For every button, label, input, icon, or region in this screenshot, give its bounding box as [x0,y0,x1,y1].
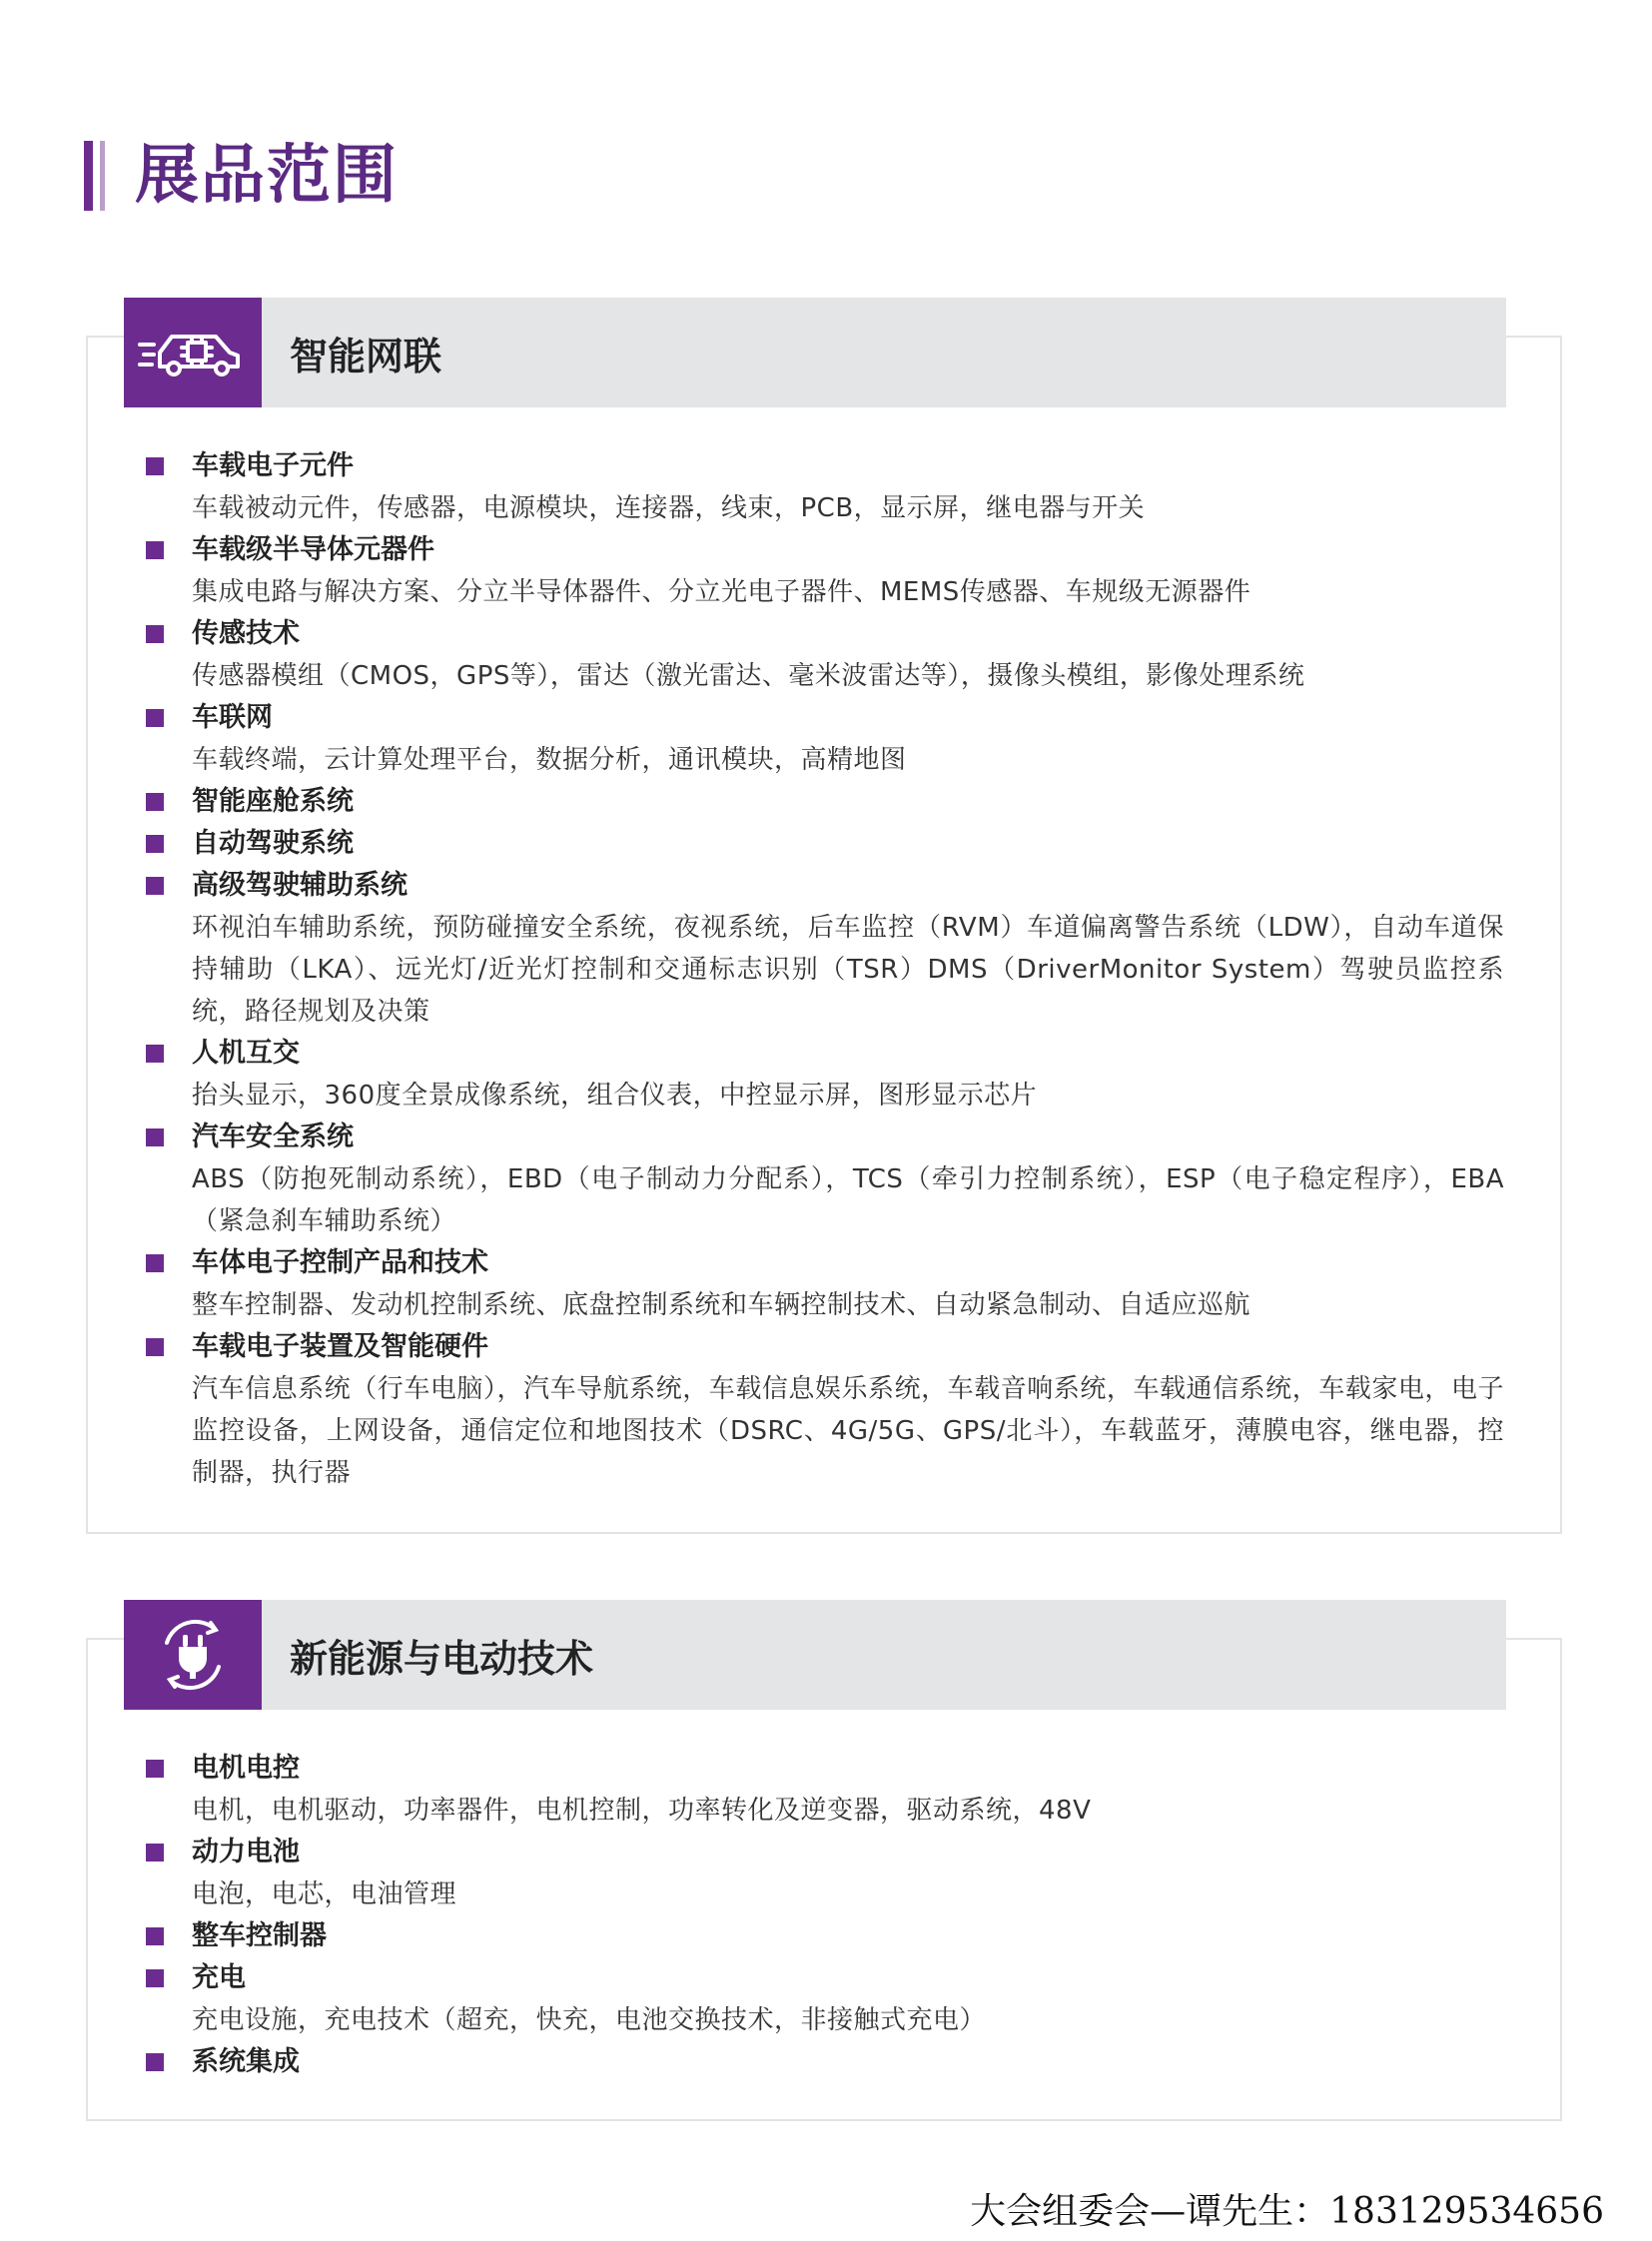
square-bullet-icon [146,2053,164,2071]
section-header-new-energy [124,1600,1506,1710]
section-icon-box [124,298,262,407]
list-item-title: 车载电子元件 [146,445,1504,487]
square-bullet-icon [146,835,164,853]
list-item-desc: 充电设施，充电技术（超充，快充，电池交换技术，非接触式充电） [192,2005,987,2035]
list-item-title: 整车控制器 [146,1915,1504,1957]
list-item-desc: ABS（防抱死制动系统），EBD（电子制动力分配系），TCS（牵引力控制系统），ESP（电子稳定程序），EBA（紧急刹车辅助系统） [192,1164,1504,1236]
charging-plug-icon [153,1615,233,1695]
page-title: 展品范围 [135,139,399,213]
list-item-title: 充电 [146,1957,1504,1999]
list-item-title: 车体电子控制产品和技术 [146,1242,1504,1284]
list-item-title: 汽车安全系统 [146,1117,1504,1158]
section-title: 新能源与电动技术 [290,1636,594,1681]
square-bullet-icon [146,1969,164,1987]
square-bullet-icon [146,1338,164,1356]
list-item-title: 自动驾驶系统 [146,823,1504,865]
list-item-desc: 车载被动元件，传感器，电源模块，连接器，线束，PCB，显示屏，继电器与开关 [192,493,1146,523]
square-bullet-icon [146,625,164,643]
square-bullet-icon [146,1045,164,1063]
section-title: 智能网联 [290,334,442,378]
list-item-desc: 整车控制器、发动机控制系统、底盘控制系统和车辆控制技术、自动紧急制动、自适应巡航 [192,1290,1251,1320]
list-item-desc: 传感器模组（CMOS，GPS等），雷达（激光雷达、毫米波雷达等），摄像头模组，影像处理系统 [192,661,1305,691]
list-item-title: 动力电池 [146,1832,1504,1873]
list-item-desc: 环视泊车辅助系统，预防碰撞安全系统，夜视系统，后车监控（RVM）车道偏离警告系统（LDW），自动车道保持辅助（LKA）、远光灯/近光灯控制和交通标志识别（TSR）DMS（DriverMonitor System）驾驶员监控系统，路径规划及决策 [192,913,1504,1027]
square-bullet-icon [146,541,164,559]
square-bullet-icon [146,1254,164,1272]
square-bullet-icon [146,1760,164,1778]
list-item-title: 系统集成 [146,2041,1504,2083]
list-item-title: 车载级半导体元器件 [146,529,1504,571]
square-bullet-icon [146,1844,164,1862]
square-bullet-icon [146,1128,164,1146]
list-item-desc: 电机，电机驱动，功率器件，电机控制，功率转化及逆变器，驱动系统，48V [192,1796,1092,1826]
page-heading [84,140,399,212]
list-item-desc: 电泡，电芯，电油管理 [192,1879,457,1909]
square-bullet-icon [146,877,164,895]
list-item-desc: 汽车信息系统（行车电脑），汽车导航系统，车载信息娱乐系统，车载音响系统，车载通信系统，车载家电，电子监控设备，上网设备，通信定位和地图技术（DSRC、4G/5G、GPS/北斗），车载蓝牙，薄膜电容，继电器，控制器，执行器 [192,1374,1504,1488]
smart-car-chip-icon [138,323,248,382]
section-icon-box [124,1600,262,1710]
list-item-title: 电机电控 [146,1748,1504,1790]
heading-accent-bars [84,141,105,211]
list-item-desc: 抬头显示，360度全景成像系统，组合仪表，中控显示屏，图形显示芯片 [192,1081,1038,1111]
list-item-title: 车载电子装置及智能硬件 [146,1326,1504,1368]
square-bullet-icon [146,1927,164,1945]
section-items-new-energy [146,1748,1504,2083]
square-bullet-icon [146,457,164,475]
section-items-smart-connected [146,445,1504,1494]
list-item-title: 人机互交 [146,1033,1504,1075]
list-item-title: 高级驾驶辅助系统 [146,865,1504,907]
section-header-smart-connected [124,298,1506,407]
list-item-desc: 集成电路与解决方案、分立半导体器件、分立光电子器件、MEMS传感器、车规级无源器件 [192,577,1251,607]
list-item-title: 智能座舱系统 [146,781,1504,823]
list-item-title: 车联网 [146,697,1504,739]
square-bullet-icon [146,709,164,727]
list-item-desc: 车载终端，云计算处理平台，数据分析，通讯模块，高精地图 [192,745,907,775]
footer-contact: 大会组委会—谭先生：18312953465​6 [970,2191,1604,2232]
list-item-title: 传感技术 [146,613,1504,655]
square-bullet-icon [146,793,164,811]
